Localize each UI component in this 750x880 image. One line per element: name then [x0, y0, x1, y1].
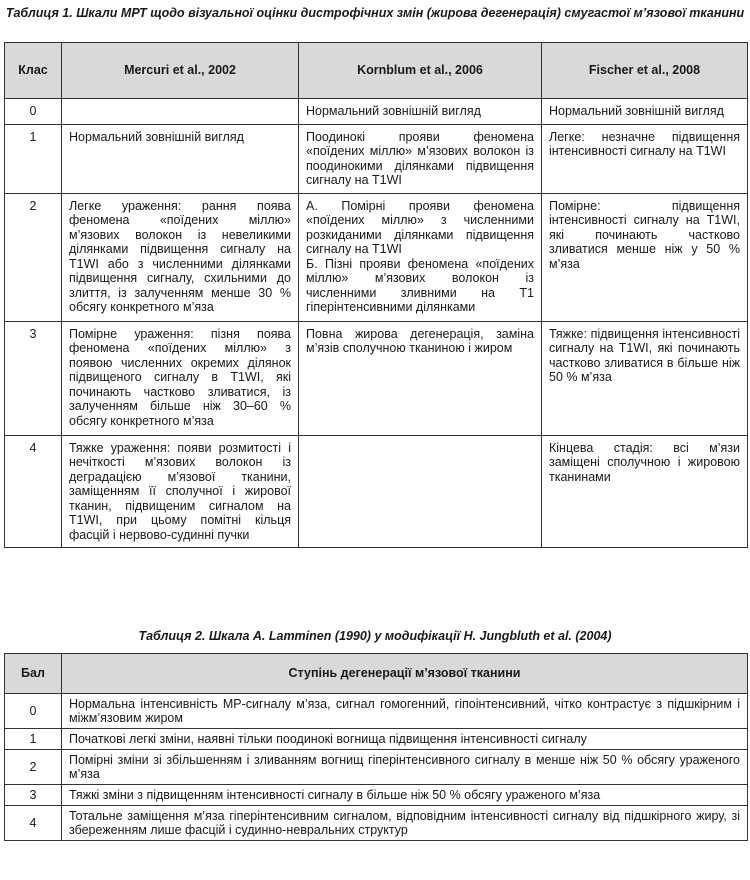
table-row [5, 99, 748, 125]
fischer-cell: Кінцева стадія: всі м’язи заміщені сполучною і жировою тканинами [542, 435, 748, 548]
table-row [5, 193, 748, 321]
header-score: Бал [5, 654, 62, 694]
description-cell: Нормальна інтенсивність МР-сигналу м’яза, сигнал гомогенний, гіпоінтенсивний, чітко контрастує з підшкірним і міжм’язовим жиром [62, 694, 748, 729]
fischer-cell: Помірне: підвищення інтенсивності сигналу на T1WI, які починають частково зливатися менше ніж у 50 % м’яза [542, 193, 748, 321]
header-fischer: Fischer et al., 2008 [542, 43, 748, 99]
header-mercuri: Mercuri et al., 2002 [62, 43, 299, 99]
table-row [5, 806, 748, 841]
class-cell: 4 [5, 435, 62, 548]
description-cell: Помірні зміни зі збільшенням і зливанням вогнищ гіперінтенсивного сигналу в менше ніж 50 % обсягу ураженого м’яза [62, 750, 748, 785]
table-row [5, 750, 748, 785]
table-row [5, 435, 748, 548]
table-header-row [5, 43, 748, 99]
mri-scales-table [4, 42, 748, 548]
score-cell: 0 [5, 694, 62, 729]
header-degeneration: Ступінь дегенерації м’язової тканини [62, 654, 748, 694]
table-row [5, 124, 748, 193]
table-row [5, 321, 748, 435]
score-cell: 2 [5, 750, 62, 785]
class-cell: 3 [5, 321, 62, 435]
fischer-cell: Тяжке: підвищення інтенсивності сигналу на T1WI, які починають частково зливатися в більше ніж 50 % м’яза [542, 321, 748, 435]
lamminen-scale-table [4, 653, 748, 841]
class-cell: 0 [5, 99, 62, 125]
class-cell: 1 [5, 124, 62, 193]
description-cell: Тяжкі зміни з підвищенням інтенсивності сигналу в більше ніж 50 % обсягу ураженого м’яза [62, 785, 748, 806]
score-cell: 1 [5, 729, 62, 750]
mercuri-cell [62, 99, 299, 125]
score-cell: 4 [5, 806, 62, 841]
table-header-row [5, 654, 748, 694]
mercuri-cell: Легке ураження: рання поява феномена «поїдених міллю» м’язових волокон із невеликими ділянками підвищення сигналу на T1WI або з численними ділянками підвищення сигналу, схильними до злиття, із залученням менше 30 % обсягу конкретного м’яза [62, 193, 299, 321]
fischer-cell: Легке: незначне підвищення інтенсивності сигналу на T1WI [542, 124, 748, 193]
header-kornblum: Kornblum et al., 2006 [299, 43, 542, 99]
table-row [5, 729, 748, 750]
description-cell: Початкові легкі зміни, наявні тільки поодинокі вогнища підвищення інтенсивності сигналу [62, 729, 748, 750]
kornblum-cell: Нормальний зовнішній вигляд [299, 99, 542, 125]
table-row [5, 694, 748, 729]
mercuri-cell: Нормальний зовнішній вигляд [62, 124, 299, 193]
mercuri-cell: Помірне ураження: пізня поява феномена «поїдених міллю» з появою численних окремих ділянок підвищеного сигналу в T1WI, які починають частково зливатися, із залученням більше ніж 30–60 % обсягу конкретного м’яза [62, 321, 299, 435]
kornblum-cell: А. Помірні прояви феномена «поїдених міллю» з численними розкиданими ділянками підвищення сигналу на T1WI Б. Пізні прояви феномена «поїдених міллю» м’язових волокон із численними зливними на T1 гіперінтенсивними ділянками [299, 193, 542, 321]
kornblum-cell [299, 435, 542, 548]
fischer-cell: Нормальний зовнішній вигляд [542, 99, 748, 125]
header-class: Клас [5, 43, 62, 99]
description-cell: Тотальне заміщення м’яза гіперінтенсивним сигналом, відповідним інтенсивності сигналу від підшкірного жиру, зі збереженням лише фасцій і судинно-невральних структур [62, 806, 748, 841]
table2-caption: Таблиця 2. Шкала A. Lamminen (1990) у модифікації H. Jungbluth et al. (2004) [138, 629, 612, 643]
table1-caption: Таблиця 1. Шкали МРТ щодо візуальної оцінки дистрофічних змін (жирова дегенерація) смугастої м’язової тканини [5, 6, 745, 20]
score-cell: 3 [5, 785, 62, 806]
table-row [5, 785, 748, 806]
kornblum-cell: Поодинокі прояви феномена «поїдених міллю» м’язових волокон із поодинокими ділянками підвищення сигналу на T1WI [299, 124, 542, 193]
kornblum-cell: Повна жирова дегенерація, заміна м’язів сполучною тканиною і жиром [299, 321, 542, 435]
mercuri-cell: Тяжке ураження: появи розмитості і нечіткості м’язових волокон із деградацією м’язової тканини, заміщенням її сполучної і жирової тканин, підвищеним сигналом на T1WI, при цьому помітні кільця фасцій і нервово-судинні пучки [62, 435, 299, 548]
class-cell: 2 [5, 193, 62, 321]
